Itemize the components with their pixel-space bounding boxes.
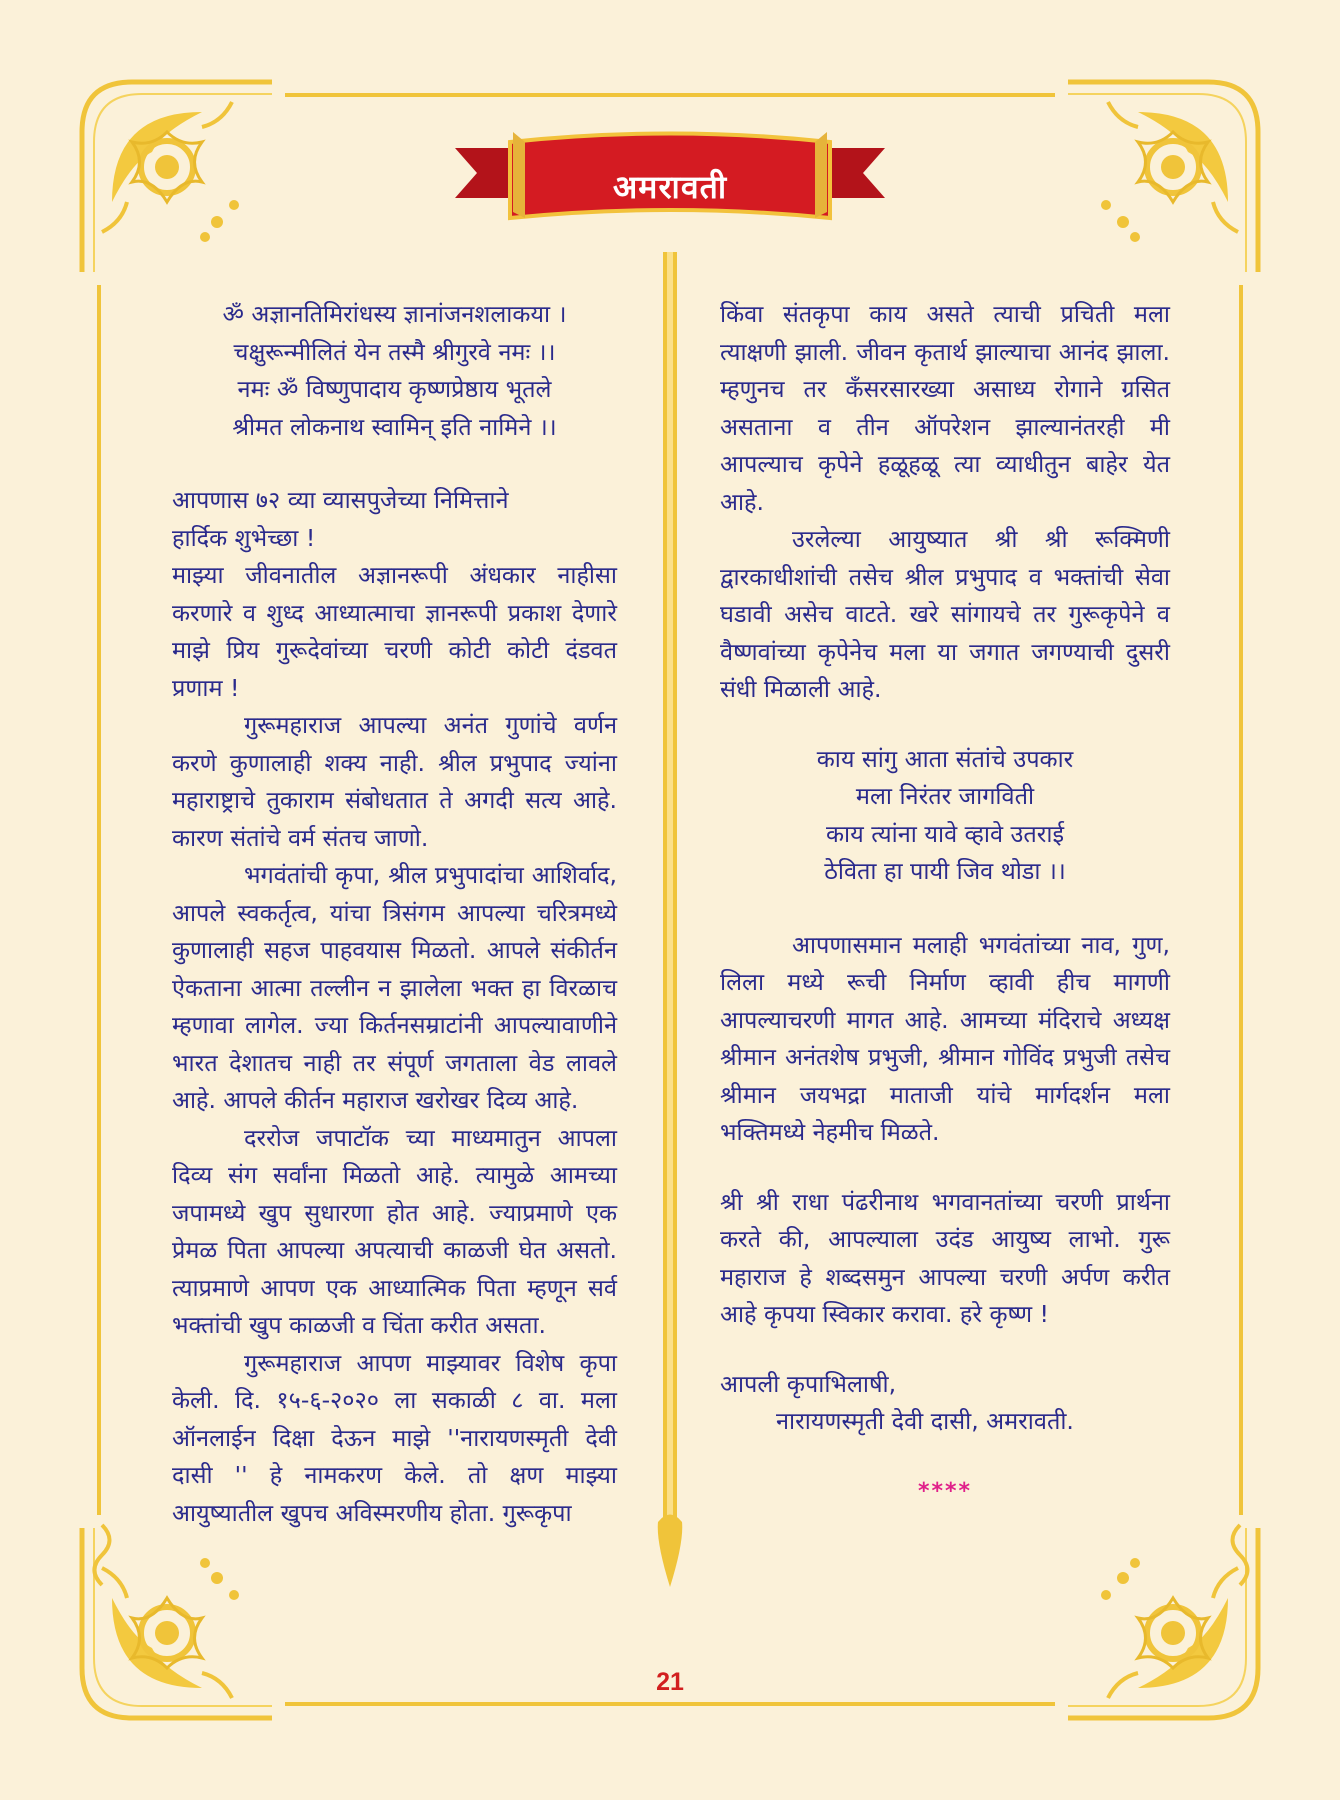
corner-ornament-top-right-icon [1058,72,1268,282]
frame-top-border [285,93,1055,97]
frame-bottom-border [285,1702,1055,1706]
center-column-divider-icon [650,252,690,1592]
verse-line-2: मला निरंतर जागविती [855,782,1035,810]
right-text-column [720,296,1170,1510]
right-paragraph-4: श्री श्री राधा पंढरीनाथ भगवानतांच्या चरणी प्रार्थना करते की, आपल्याला उदंड आयुष्य लाभो. गुरू महाराज हे शब्दसमुन आपल्या चरणी अर्पण करीत आहे कृपया स्विकार करावा. हरे कृष्ण ! [720,1187,1170,1328]
page-number: 21 [656,1668,684,1696]
greeting-line-2: हार्दिक शुभेच्छा ! [172,523,316,552]
right-paragraph-1: किंवा संतकृपा काय असते त्याची प्रचिती मला त्याक्षणी झाली. जीवन कृतार्थ झाल्याचा आनंद झाला. म्हणुनच तर कॅंसरसारख्या असाध्य रोगाने ग्रसित असताना व तीन ऑपरेशन झाल्यानंतरही मी आपल्याच कृपेने हळूहळू त्या व्याधीतुन बाहेर येत आहे. [720,300,1170,516]
verse-line-1: काय सांगु आता संतांचे उपकार [816,744,1074,773]
signoff: आपली कृपाभिलाषी, [720,1369,897,1398]
verse-line-4: ठेविता हा पायी जिव थोडा ।। [824,857,1066,885]
shloka-line-1: ॐ अज्ञानतिमिरांधस्य ज्ञानांजनशलाकया । [222,300,567,328]
closing-stars: **** [917,1478,973,1504]
right-paragraph-2: उरलेल्या आयुष्यात श्री श्री रूक्मिणी द्वारकाधीशांची तसेच श्रील प्रभुपाद व भक्तांची सेवा घडावी असेच वाटते. खरे सांगायचे तर गुरूकृपेने व वैष्णवांच्या कृपेनेच मला या जगात जगण्याची दुसरी संधी मिळाली आहे. [720,525,1170,703]
left-paragraph-1: माझ्या जीवनातील अज्ञानरूपी अंधकार नाहीसा करणारे व शुध्द आध्यात्माचा ज्ञानरूपी प्रकाश देणारे माझे प्रिय गुरूदेवांच्या चरणी कोटी कोटी दंडवत प्रणाम ! [172,561,617,702]
verse-line-3: काय त्यांना यावे व्हावे उतराई [825,819,1065,848]
frame-right-border [1239,285,1243,1515]
left-text-column [172,296,617,1532]
left-paragraph-4: दररोज जपाटॉक च्या माध्यमातुन आपला दिव्य संग सर्वांना मिळतो आहे. त्यामुळे आमच्या जपामध्ये खुप सुधारणा होत आहे. ज्याप्रमाणे एक प्रेमळ पिता आपल्या अपत्याची काळजी घेत असतो. त्याप्रमाणे आपण एक आध्यात्मिक पिता म्हणून सर्व भक्तांची खुप काळजी व चिंता करीत असता. [172,1123,617,1339]
left-paragraph-5: गुरूमहाराज आपण माझ्यावर विशेष कृपा केली. दि. १५-६-२०२० ला सकाळी ८ वा. मला ऑनलाईन दिक्षा देऊन माझे ''नारायणस्मृती देवी दासी '' हे नामकरण केले. तो क्षण माझ्या आयुष्यातील खुपच अविस्मरणीय होता. गुरूकृपा [172,1348,617,1527]
frame-left-border [97,285,101,1515]
left-side-flourish-icon [82,1520,122,1590]
greeting-line-1: आपणास ७२ व्या व्यासपुजेच्या निमित्ताने [172,486,509,514]
shloka-line-3: नमः ॐ विष्णुपादाय कृष्णप्रेष्ठाय भूतले [237,375,552,403]
shloka-line-2: चक्षुरून्मीलितं येन तस्मै श्रीगुरवे नमः ।। [233,337,556,366]
left-paragraph-3: भगवंतांची कृपा, श्रील प्रभुपादांचा आशिर्वाद, आपले स्वकर्तृत्व, यांचा त्रिसंगम आपल्या चरित्रमध्ये कुणालाही सहज पाहवयास मिळतो. आपले संकीर्तन ऐकताना आत्मा तल्लीन न झालेला भक्त हा विरळाच म्हणावा लागेल. ज्या किर्तनसम्राटांनी आपल्यावाणीने भारत देशातच नाही तर संपूर्ण जगताला वेड लावले आहे. आपले कीर्तन महाराज खरोखर दिव्य आहे. [172,861,617,1114]
right-paragraph-3: आपणासमान मलाही भगवंतांच्या नाव, गुण, लिला मध्ये रूची निर्माण व्हावी हीच मागणी आपल्याचरणी मागत आहे. आमच्या मंदिराचे अध्यक्ष श्रीमान अनंतशेष प्रभुजी, श्रीमान गोविंद प्रभुजी तसेच श्रीमान जयभद्रा माताजी यांचे मार्गदर्शन मला भक्तिमध्ये नेहमीच मिळते. [720,930,1170,1146]
signature: नारायणस्मृती देवी दासी, अमरावती. [776,1407,1074,1435]
shloka-line-4: श्रीमत लोकनाथ स्वामिन् इति नामिने ।। [232,412,557,441]
left-paragraph-2: गुरूमहाराज आपल्या अनंत गुणांचे वर्णन करणे कुणालाही शक्य नाही. श्रील प्रभुपाद ज्यांना महाराष्ट्राचे तुकाराम संबोधतात ते अगदी सत्य आहे. कारण संतांचे वर्म संतच जाणो. [172,711,617,852]
ribbon-title: अमरावती [612,168,728,206]
corner-ornament-top-left-icon [72,72,282,282]
right-side-flourish-icon [1220,1520,1260,1590]
